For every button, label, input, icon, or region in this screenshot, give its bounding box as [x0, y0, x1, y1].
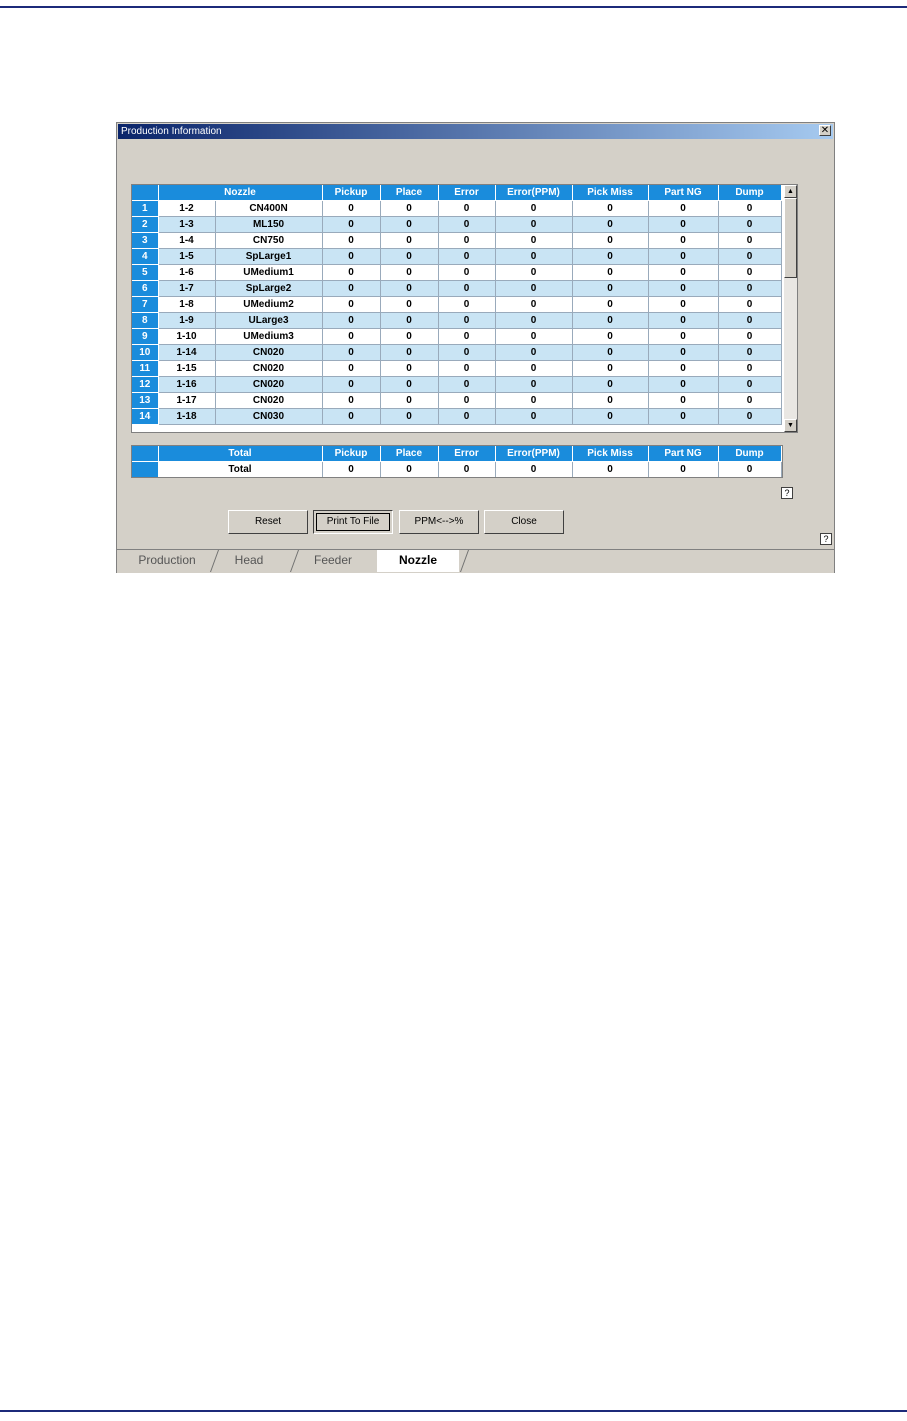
nozzle-name[interactable]: UMedium3 [215, 329, 322, 345]
part-ng-value[interactable]: 0 [648, 217, 718, 233]
tab-feeder[interactable] [289, 550, 377, 572]
dump-value[interactable]: 0 [718, 217, 781, 233]
page-bottom-rule [0, 1410, 907, 1412]
row-number[interactable]: 11 [132, 361, 158, 377]
header-corner [132, 185, 158, 201]
nozzle-id[interactable]: 1-15 [158, 361, 215, 377]
help-icon[interactable]: ? [781, 487, 793, 499]
pickup-value[interactable]: 0 [322, 201, 380, 217]
tab-nozzle-label: Nozzle [398, 553, 437, 567]
pick-miss-value[interactable]: 0 [572, 265, 648, 281]
header-pick-miss[interactable]: Pick Miss [572, 185, 648, 201]
total-header-total: Total [158, 446, 322, 462]
nozzle-id[interactable]: 1-8 [158, 297, 215, 313]
error-value[interactable]: 0 [438, 265, 495, 281]
scroll-thumb[interactable] [784, 198, 797, 278]
nozzle-name[interactable]: CN750 [215, 233, 322, 249]
header-error-ppm[interactable]: Error(PPM) [495, 185, 572, 201]
error-value[interactable]: 0 [438, 361, 495, 377]
tab-feeder-label: Feeder [313, 553, 353, 567]
table-row[interactable] [132, 313, 781, 329]
pickup-value[interactable]: 0 [322, 313, 380, 329]
help-icon-bottom[interactable]: ? [820, 533, 832, 545]
nozzle-table [132, 185, 782, 425]
place-value[interactable]: 0 [380, 313, 438, 329]
nozzle-name[interactable]: CN020 [215, 377, 322, 393]
row-number[interactable]: 3 [132, 233, 158, 249]
row-number[interactable]: 4 [132, 249, 158, 265]
dump-value[interactable]: 0 [718, 377, 781, 393]
total-row-num [132, 462, 158, 478]
total-row [132, 462, 781, 478]
total-header-pickup: Pickup [322, 446, 380, 462]
table-row[interactable] [132, 201, 781, 217]
title-bar[interactable] [118, 124, 833, 139]
error-value[interactable]: 0 [438, 249, 495, 265]
part-ng-value[interactable]: 0 [648, 377, 718, 393]
row-number[interactable]: 13 [132, 393, 158, 409]
part-ng-value[interactable]: 0 [648, 345, 718, 361]
dump-value[interactable]: 0 [718, 233, 781, 249]
table-row[interactable] [132, 393, 781, 409]
pick-miss-value[interactable]: 0 [572, 345, 648, 361]
dump-value[interactable]: 0 [718, 313, 781, 329]
ppm-percent-button[interactable]: PPM<-->% [399, 510, 479, 534]
pickup-value[interactable]: 0 [322, 265, 380, 281]
error-value[interactable]: 0 [438, 345, 495, 361]
place-value[interactable]: 0 [380, 329, 438, 345]
nozzle-id[interactable]: 1-6 [158, 265, 215, 281]
row-number[interactable]: 14 [132, 409, 158, 425]
dump-value[interactable]: 0 [718, 297, 781, 313]
tab-head[interactable] [209, 550, 289, 572]
window-title: Production Information [121, 126, 222, 137]
place-value[interactable]: 0 [380, 377, 438, 393]
nozzle-id[interactable]: 1-4 [158, 233, 215, 249]
error-value[interactable]: 0 [438, 409, 495, 425]
table-row[interactable] [132, 409, 781, 425]
header-dump[interactable]: Dump [718, 185, 781, 201]
nozzle-id[interactable]: 1-17 [158, 393, 215, 409]
tab-head-label: Head [234, 553, 264, 567]
nozzle-name[interactable]: CN020 [215, 361, 322, 377]
part-ng-value[interactable]: 0 [648, 233, 718, 249]
error-value[interactable]: 0 [438, 281, 495, 297]
dump-value[interactable]: 0 [718, 409, 781, 425]
table-row[interactable] [132, 281, 781, 297]
nozzle-name[interactable]: CN030 [215, 409, 322, 425]
pick-miss-value[interactable]: 0 [572, 377, 648, 393]
total-header-error-ppm: Error(PPM) [495, 446, 572, 462]
nozzle-grid [131, 184, 798, 433]
error-value[interactable]: 0 [438, 329, 495, 345]
place-value[interactable]: 0 [380, 409, 438, 425]
pick-miss-value[interactable]: 0 [572, 393, 648, 409]
row-number[interactable]: 9 [132, 329, 158, 345]
error-value[interactable]: 0 [438, 313, 495, 329]
total-grid [131, 445, 783, 478]
dump-value[interactable]: 0 [718, 345, 781, 361]
row-number[interactable]: 1 [132, 201, 158, 217]
header-pickup[interactable]: Pickup [322, 185, 380, 201]
total-pick-miss: 0 [572, 462, 648, 478]
header-nozzle[interactable]: Nozzle [158, 185, 322, 201]
part-ng-value[interactable]: 0 [648, 201, 718, 217]
tab-production-label: Production [138, 553, 196, 567]
tab-production[interactable] [125, 550, 209, 572]
table-header-row [132, 185, 781, 201]
total-header-error: Error [438, 446, 495, 462]
place-value[interactable]: 0 [380, 297, 438, 313]
pickup-value[interactable]: 0 [322, 361, 380, 377]
nozzle-id[interactable]: 1-2 [158, 201, 215, 217]
dump-value[interactable]: 0 [718, 329, 781, 345]
table-row[interactable] [132, 265, 781, 281]
pick-miss-value[interactable]: 0 [572, 281, 648, 297]
row-number[interactable]: 12 [132, 377, 158, 393]
header-part-ng[interactable]: Part NG [648, 185, 718, 201]
table-body [132, 201, 781, 425]
reset-button[interactable]: Reset [228, 510, 308, 534]
error-value[interactable]: 0 [438, 201, 495, 217]
error-ppm-value[interactable]: 0 [495, 361, 572, 377]
print-to-file-button[interactable]: Print To File [313, 510, 393, 534]
pick-miss-value[interactable]: 0 [572, 217, 648, 233]
error-ppm-value[interactable]: 0 [495, 201, 572, 217]
place-value[interactable]: 0 [380, 249, 438, 265]
pickup-value[interactable]: 0 [322, 217, 380, 233]
error-ppm-value[interactable]: 0 [495, 217, 572, 233]
table-row[interactable] [132, 249, 781, 265]
dump-value[interactable]: 0 [718, 249, 781, 265]
error-ppm-value[interactable]: 0 [495, 265, 572, 281]
part-ng-value[interactable]: 0 [648, 313, 718, 329]
place-value[interactable]: 0 [380, 281, 438, 297]
pick-miss-value[interactable]: 0 [572, 297, 648, 313]
row-number[interactable]: 10 [132, 345, 158, 361]
nozzle-id[interactable]: 1-7 [158, 281, 215, 297]
place-value[interactable]: 0 [380, 233, 438, 249]
nozzle-name[interactable]: SpLarge2 [215, 281, 322, 297]
table-row[interactable] [132, 377, 781, 393]
dump-value[interactable]: 0 [718, 281, 781, 297]
part-ng-value[interactable]: 0 [648, 281, 718, 297]
total-header-place: Place [380, 446, 438, 462]
error-ppm-value[interactable]: 0 [495, 345, 572, 361]
error-ppm-value[interactable]: 0 [495, 409, 572, 425]
nozzle-name[interactable]: SpLarge1 [215, 249, 322, 265]
row-number[interactable]: 6 [132, 281, 158, 297]
total-header-row [132, 446, 781, 462]
total-header-part-ng: Part NG [648, 446, 718, 462]
part-ng-value[interactable]: 0 [648, 361, 718, 377]
place-value[interactable]: 0 [380, 217, 438, 233]
error-ppm-value[interactable]: 0 [495, 393, 572, 409]
pick-miss-value[interactable]: 0 [572, 409, 648, 425]
row-number[interactable]: 5 [132, 265, 158, 281]
place-value[interactable]: 0 [380, 345, 438, 361]
part-ng-value[interactable]: 0 [648, 393, 718, 409]
error-value[interactable]: 0 [438, 217, 495, 233]
pick-miss-value[interactable]: 0 [572, 361, 648, 377]
table-row[interactable] [132, 297, 781, 313]
nozzle-name[interactable]: ULarge3 [215, 313, 322, 329]
row-number[interactable]: 2 [132, 217, 158, 233]
error-value[interactable]: 0 [438, 297, 495, 313]
nozzle-name[interactable]: UMedium2 [215, 297, 322, 313]
total-dump: 0 [718, 462, 781, 478]
place-value[interactable]: 0 [380, 265, 438, 281]
dump-value[interactable]: 0 [718, 265, 781, 281]
tab-bar [117, 549, 834, 573]
total-error-ppm: 0 [495, 462, 572, 478]
total-part-ng: 0 [648, 462, 718, 478]
error-ppm-value[interactable]: 0 [495, 297, 572, 313]
nozzle-id[interactable]: 1-10 [158, 329, 215, 345]
pick-miss-value[interactable]: 0 [572, 249, 648, 265]
error-value[interactable]: 0 [438, 233, 495, 249]
error-ppm-value[interactable]: 0 [495, 329, 572, 345]
place-value[interactable]: 0 [380, 361, 438, 377]
table-row[interactable] [132, 361, 781, 377]
tab-nozzle[interactable] [377, 550, 459, 572]
pickup-value[interactable]: 0 [322, 249, 380, 265]
row-number[interactable]: 8 [132, 313, 158, 329]
error-value[interactable]: 0 [438, 393, 495, 409]
part-ng-value[interactable]: 0 [648, 249, 718, 265]
pick-miss-value[interactable]: 0 [572, 329, 648, 345]
dump-value[interactable]: 0 [718, 201, 781, 217]
total-table [132, 446, 782, 478]
nozzle-id[interactable]: 1-3 [158, 217, 215, 233]
header-error[interactable]: Error [438, 185, 495, 201]
nozzle-id[interactable]: 1-9 [158, 313, 215, 329]
page-top-rule [0, 6, 907, 8]
nozzle-name[interactable]: CN020 [215, 345, 322, 361]
pickup-value[interactable]: 0 [322, 345, 380, 361]
error-ppm-value[interactable]: 0 [495, 233, 572, 249]
nozzle-name[interactable]: CN400N [215, 201, 322, 217]
pickup-value[interactable]: 0 [322, 297, 380, 313]
row-number[interactable]: 7 [132, 297, 158, 313]
total-pickup: 0 [322, 462, 380, 478]
total-place: 0 [380, 462, 438, 478]
total-header-dump: Dump [718, 446, 781, 462]
error-ppm-value[interactable]: 0 [495, 281, 572, 297]
nozzle-name[interactable]: ML150 [215, 217, 322, 233]
nozzle-name[interactable]: CN020 [215, 393, 322, 409]
pick-miss-value[interactable]: 0 [572, 201, 648, 217]
table-row[interactable] [132, 217, 781, 233]
nozzle-name[interactable]: UMedium1 [215, 265, 322, 281]
pick-miss-value[interactable]: 0 [572, 313, 648, 329]
vertical-scrollbar[interactable] [784, 185, 797, 432]
total-header-corner [132, 446, 158, 462]
nozzle-id[interactable]: 1-14 [158, 345, 215, 361]
place-value[interactable]: 0 [380, 201, 438, 217]
total-header-pick-miss: Pick Miss [572, 446, 648, 462]
dump-value[interactable]: 0 [718, 361, 781, 377]
pickup-value[interactable]: 0 [322, 409, 380, 425]
pickup-value[interactable]: 0 [322, 329, 380, 345]
scroll-up-icon[interactable]: ▲ [784, 185, 797, 198]
pickup-value[interactable]: 0 [322, 233, 380, 249]
table-row[interactable] [132, 329, 781, 345]
total-error: 0 [438, 462, 495, 478]
table-row[interactable] [132, 233, 781, 249]
nozzle-id[interactable]: 1-16 [158, 377, 215, 393]
part-ng-value[interactable]: 0 [648, 265, 718, 281]
scroll-down-icon[interactable]: ▼ [784, 419, 797, 432]
close-button[interactable]: Close [484, 510, 564, 534]
error-value[interactable]: 0 [438, 377, 495, 393]
pickup-value[interactable]: 0 [322, 281, 380, 297]
close-icon[interactable]: ✕ [820, 125, 830, 136]
part-ng-value[interactable]: 0 [648, 297, 718, 313]
dump-value[interactable]: 0 [718, 393, 781, 409]
error-ppm-value[interactable]: 0 [495, 377, 572, 393]
part-ng-value[interactable]: 0 [648, 329, 718, 345]
production-information-window [116, 122, 835, 573]
pick-miss-value[interactable]: 0 [572, 233, 648, 249]
total-label: Total [158, 462, 322, 478]
pickup-value[interactable]: 0 [322, 377, 380, 393]
place-value[interactable]: 0 [380, 393, 438, 409]
error-ppm-value[interactable]: 0 [495, 249, 572, 265]
error-ppm-value[interactable]: 0 [495, 313, 572, 329]
header-place[interactable]: Place [380, 185, 438, 201]
part-ng-value[interactable]: 0 [648, 409, 718, 425]
nozzle-id[interactable]: 1-18 [158, 409, 215, 425]
pickup-value[interactable]: 0 [322, 393, 380, 409]
nozzle-id[interactable]: 1-5 [158, 249, 215, 265]
table-row[interactable] [132, 345, 781, 361]
